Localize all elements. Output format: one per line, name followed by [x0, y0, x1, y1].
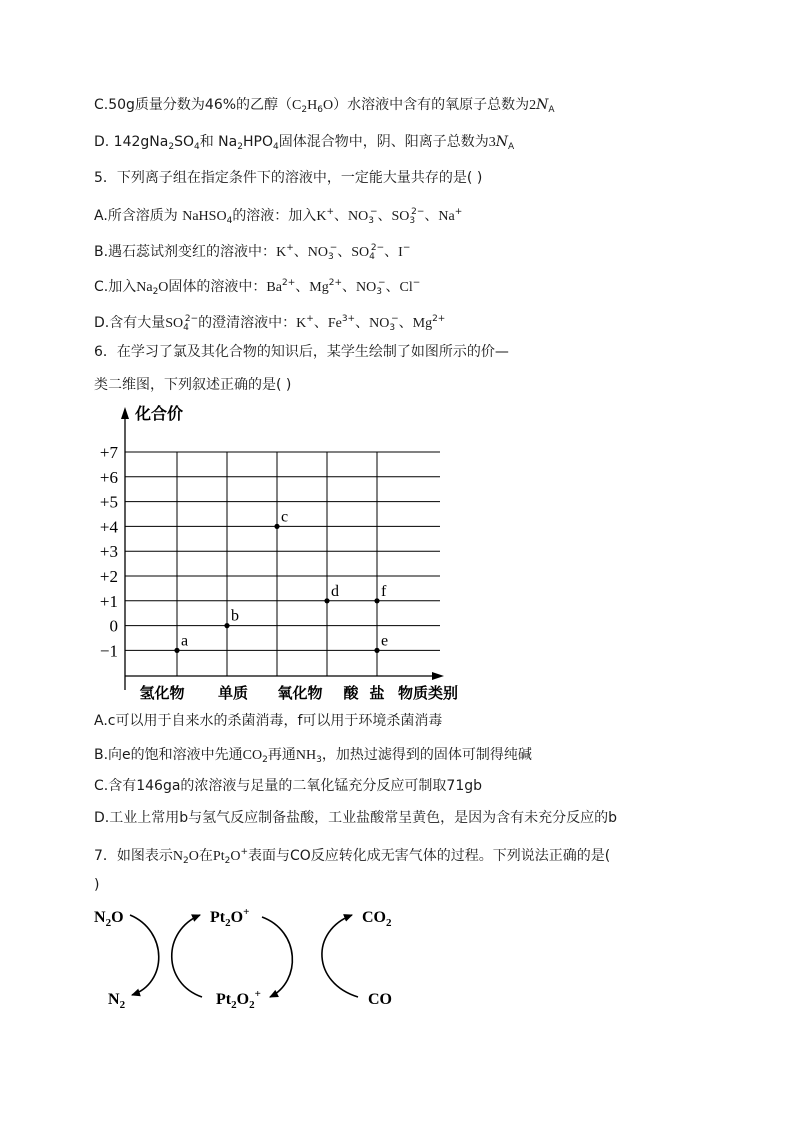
- q7-text: 7．如图表示: [94, 848, 173, 864]
- y-tick-label: 0: [109, 616, 118, 636]
- q5b-formula: K: [276, 245, 287, 260]
- q5a-formula: NO: [347, 209, 369, 224]
- q4d-formula: 3: [488, 135, 496, 150]
- q5b-formula: SO: [351, 245, 370, 260]
- data-point-d: [324, 598, 329, 603]
- q5b-sup: −: [329, 243, 338, 253]
- species-co2: $CO_2$: [362, 909, 392, 929]
- q5b-sup: −: [402, 243, 411, 253]
- q5c-formula: O: [158, 280, 169, 295]
- q5d-sup: 3+: [341, 314, 356, 324]
- q5c-sep: 、: [385, 279, 400, 295]
- species-co: CO: [368, 991, 392, 1008]
- q6b-sub: 3: [316, 755, 322, 765]
- q4d-formula: N: [495, 134, 508, 150]
- x-tick-label: 酸: [343, 684, 359, 702]
- q6-stem-line2: 类二维图，下列叙述正确的是( ): [94, 377, 292, 393]
- q4d-sub: 2: [237, 142, 243, 152]
- q5c-formula: Mg: [309, 280, 329, 295]
- q5-option-c: [94, 273, 420, 302]
- q5a-formula: NaHSO: [182, 209, 227, 224]
- q6-option-c: C.含有146ga的浓溶液与足量的二氧化锰充分反应可制取71gb: [94, 778, 482, 794]
- q4c-formula: N: [536, 97, 549, 113]
- arrow-co-to-co2: [322, 915, 358, 997]
- data-point-c: [274, 524, 279, 529]
- species-n2: $N_2$: [108, 991, 126, 1011]
- q7-formula: O: [230, 849, 241, 864]
- q5d-text: 的澄清溶液中：: [198, 315, 297, 331]
- q5c-formula: NO: [356, 280, 377, 295]
- q4c-sub: 6: [317, 105, 323, 115]
- data-label-c: c: [281, 508, 289, 526]
- q4c-formula: O: [322, 98, 334, 113]
- q5c-sep: 、: [295, 279, 310, 295]
- reaction-cycle-diagram: [90, 895, 420, 1020]
- q5d-sep: 、: [313, 315, 328, 331]
- q4-option-d: [94, 132, 514, 157]
- q5c-formula: Na: [136, 280, 153, 295]
- q7-formula: O: [188, 849, 199, 864]
- y-tick-label: −1: [99, 641, 118, 661]
- q5a-formula: SO: [391, 209, 410, 224]
- q4c-text: ）水溶液中含有的氧原子总数为: [333, 97, 530, 113]
- species-n2o: $N_2O$: [94, 909, 124, 929]
- species-pt2o-plus: $Pt_2O^+$: [210, 906, 250, 929]
- q7-stem-paren: ): [94, 877, 100, 893]
- data-point-f: [374, 598, 379, 603]
- x-tick-label: 盐: [369, 684, 385, 702]
- q5c-sub: 3: [376, 287, 382, 297]
- q5-stem: 5．下列离子组在指定条件下的溶液中，一定能大量共存的是( ): [94, 170, 483, 186]
- q5c-sup: −: [377, 278, 386, 288]
- q6-option-d: D.工业上常用b与氢气反应制备盐酸，工业盐酸常呈黄色，是因为含有未充分反应的b: [94, 810, 618, 826]
- q5c-text: C.加入: [94, 279, 137, 295]
- species-pt2o2-plus: $Pt_2O_2^+$: [216, 988, 261, 1011]
- q5a-formula: Na: [438, 209, 455, 224]
- data-point-a: [174, 648, 179, 653]
- data-label-f: f: [381, 582, 387, 600]
- q5d-sup: +: [306, 314, 314, 324]
- y-tick-label: +6: [99, 467, 118, 487]
- q6-option-a: A.c可以用于自来水的杀菌消毒，f可以用于环境杀菌消毒: [94, 713, 443, 729]
- y-tick-label: +2: [99, 567, 118, 586]
- y-tick-label: +3: [99, 542, 118, 562]
- q4d-text: D. 142gNa: [94, 134, 169, 150]
- x-axis-arrow: [432, 672, 444, 680]
- q7-text: 在: [198, 848, 213, 864]
- q5c-sup: 2+: [281, 278, 296, 288]
- y-tick-label: +7: [99, 443, 118, 462]
- x-tick-label: 氢化物: [139, 684, 185, 702]
- q5b-sep: 、: [293, 244, 308, 260]
- q6b-text: ，加热过滤得到的固体可制得纯碱: [321, 747, 532, 763]
- q5d-sup: 2+: [432, 314, 446, 324]
- q5a-sep: 、: [424, 208, 439, 224]
- q4d-text: 固体混合物中，阴、阳离子总数为: [278, 134, 489, 150]
- q4c-text: C.50g质量分数为46%的乙醇（: [94, 97, 293, 113]
- q5d-sep: 、: [398, 315, 413, 331]
- q5d-formula: Fe: [327, 316, 342, 331]
- arrow-pt2o2-to-pt2o: [172, 915, 202, 997]
- q5c-sup: −: [412, 278, 421, 288]
- x-axis-label: 物质类别: [398, 684, 459, 702]
- q5a-sub: 3: [368, 216, 374, 226]
- y-tick-label: +1: [99, 591, 118, 611]
- q5d-sub: 3: [389, 323, 396, 333]
- q5b-sep: 、: [337, 244, 352, 260]
- q5d-formula: SO: [165, 316, 184, 331]
- q6-stem-line1: 6．在学习了氯及其化合物的知识后，某学生绘制了如图所示的价—: [94, 344, 509, 360]
- q5a-sep: 、: [377, 208, 392, 224]
- q5c-sep: 、: [342, 279, 356, 295]
- q6b-formula: NH: [295, 748, 317, 763]
- q7-sub: 2: [183, 856, 189, 866]
- q5c-formula: Ba: [266, 280, 282, 295]
- q4d-sub: 4: [193, 142, 200, 152]
- y-axis-label: 化合价: [135, 404, 184, 423]
- q5a-formula: K: [316, 209, 327, 224]
- data-label-e: e: [381, 632, 389, 650]
- q4c-formula: 2: [529, 98, 537, 113]
- q6b-text: B.向e的饱和溶液中先通: [94, 747, 243, 763]
- arrow-pt2o-to-pt2o2: [262, 917, 292, 997]
- q5d-formula: K: [296, 316, 307, 331]
- q5a-sub: 4: [226, 216, 233, 226]
- data-label-a: a: [181, 632, 189, 650]
- q5a-sup: +: [454, 207, 463, 217]
- q7-formula: N: [172, 849, 184, 864]
- q5b-sup: 2−: [370, 243, 385, 253]
- q4d-sub: 2: [168, 142, 175, 152]
- q5b-sup: +: [286, 243, 294, 253]
- q4c-formula: H: [307, 98, 318, 113]
- q5c-text: 固体的溶液中：: [168, 279, 267, 295]
- q5a-sup: 2−: [411, 207, 425, 217]
- q6b-formula: CO: [242, 748, 263, 763]
- q5c-formula: Cl: [399, 280, 413, 295]
- data-label-d: d: [331, 582, 339, 600]
- q5a-text: 的溶液：加入: [232, 208, 317, 224]
- data-point-b: [224, 623, 229, 628]
- q4c-formula: C: [292, 98, 302, 113]
- q4d-sub: 4: [272, 142, 279, 152]
- q5-option-d: [94, 309, 445, 338]
- q6b-sub: 2: [262, 755, 268, 765]
- q6-option-b: [94, 745, 532, 770]
- q5b-formula: I: [398, 245, 403, 260]
- q6b-text: 再通: [267, 747, 296, 763]
- y-tick-label: +5: [99, 492, 118, 512]
- q4d-sub: A: [507, 142, 515, 152]
- x-tick-label: 单质: [217, 684, 249, 702]
- q5d-sup: −: [391, 314, 399, 324]
- q7-sup: +: [240, 847, 248, 857]
- data-label-b: b: [231, 607, 239, 625]
- q4d-text: 和 Na: [199, 134, 238, 150]
- q4d-formula: HPO: [242, 134, 273, 150]
- q7-text: 表面与CO反应转化成无害气体的过程。下列说法正确的是(: [248, 848, 611, 864]
- y-tick-label: +4: [99, 517, 118, 537]
- y-axis-arrow: [121, 407, 129, 419]
- q5d-text: D.含有大量: [94, 315, 166, 331]
- valence-class-chart: [80, 395, 500, 710]
- data-point-e: [374, 648, 379, 653]
- q5a-sub: 3: [409, 216, 416, 226]
- q5a-sup: −: [369, 207, 378, 217]
- q5a-sep: 、: [333, 208, 348, 224]
- q5-option-b: [94, 238, 410, 267]
- q7-sub: 2: [224, 856, 231, 866]
- q5a-text: A.所含溶质为: [94, 208, 178, 224]
- arrow-n2o-to-n2: [130, 915, 159, 995]
- q5d-sub: 4: [183, 323, 189, 333]
- x-tick-label: 氧化物: [277, 684, 323, 702]
- q5c-sup: 2+: [328, 278, 342, 288]
- q5d-formula: NO: [369, 316, 390, 331]
- q7-formula: Pt: [212, 849, 225, 864]
- q5c-sub: 2: [152, 287, 159, 297]
- q5a-sup: +: [326, 207, 334, 217]
- q4c-sub: A: [548, 105, 555, 115]
- q5-option-a: [94, 202, 462, 231]
- q5b-text: B.遇石蕊试剂变红的溶液中：: [94, 244, 277, 260]
- q4-option-c: [94, 95, 555, 120]
- q5d-sup: 2−: [184, 314, 199, 324]
- q7-stem: [94, 842, 610, 871]
- q5b-sub: 3: [327, 252, 334, 262]
- q4d-formula: SO: [174, 134, 194, 150]
- q5b-formula: NO: [307, 245, 328, 260]
- q4c-sub: 2: [301, 105, 308, 115]
- q5d-formula: Mg: [412, 316, 433, 331]
- q5d-sep: 、: [355, 315, 370, 331]
- q5b-sub: 4: [369, 252, 375, 262]
- q5b-sep: 、: [384, 244, 399, 260]
